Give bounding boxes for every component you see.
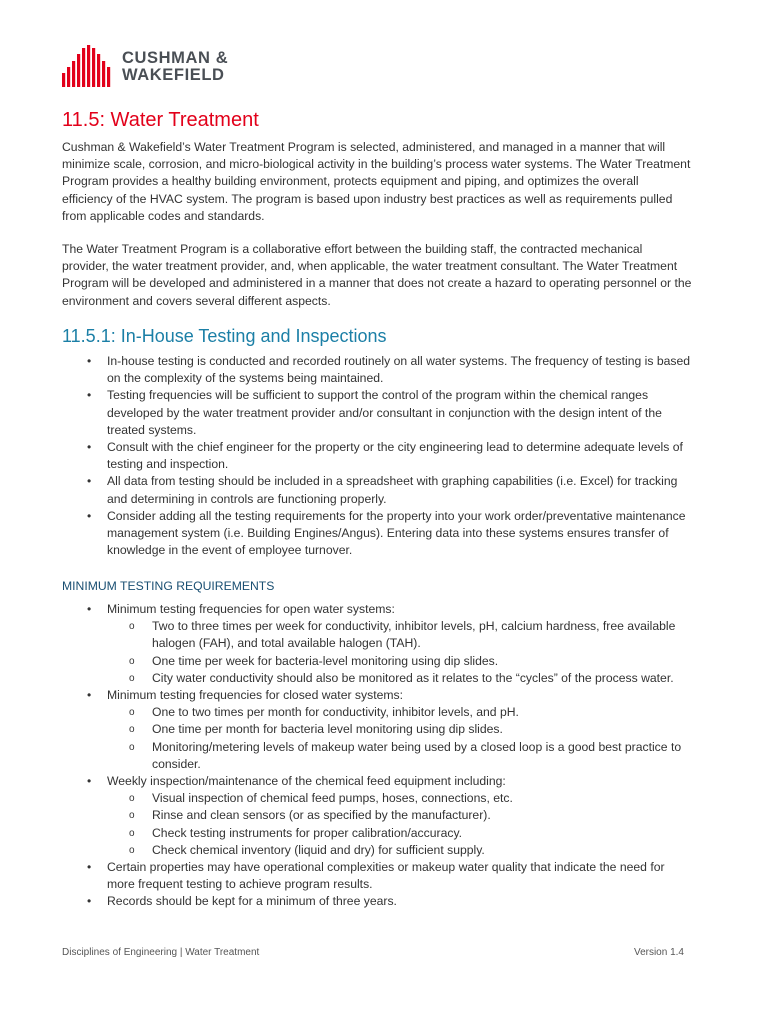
list-item-text: Minimum testing frequencies for open water systems:: [107, 602, 395, 616]
sub-list: [107, 790, 692, 859]
sub-list-item: o Check chemical inventory (liquid and dry) for sufficient supply.: [107, 842, 692, 859]
list-item-text: Minimum testing frequencies for closed water systems:: [107, 688, 403, 703]
sub-list-item: o Two to three times per week for conductivity, inhibitor levels, pH, calcium hardness, free available halogen (FAH), and total available halogen (TAH).: [107, 618, 692, 652]
intro-paragraph-1: Cushman & Wakefield’s Water Treatment Program is selected, administered, and managed in a manner that will minimize scale, corrosion, and micro-biological activity in the building’s process water systems. The Water Treatment Program provides a healthy building environment, protects equipment and piping, and optimizes the overall efficiency of the HVAC system. The program is based upon industry best practices as well as requirements pulled from applicable codes and standards.: [62, 140, 691, 223]
sub-list-item: o One time per month for bacteria level monitoring using dip slides.: [107, 721, 692, 738]
list-item: [62, 773, 692, 859]
subsection-title: 11.5.1: In-House Testing and Inspections: [62, 326, 387, 346]
list-item: • Consult with the chief engineer for the property or the city engineering lead to determine adequate levels of testing and inspection.: [62, 439, 692, 473]
logo-bars-icon: [62, 45, 112, 87]
sub-list-item: o One to two times per month for conductivity, inhibitor levels, and pH.: [107, 704, 692, 721]
list-item: • Testing frequencies will be sufficient to support the control of the program within the chemical ranges developed by the water treatment provider and/or consultant in conjunction with the design intent of the treated systems.: [62, 387, 692, 439]
inhouse-testing-list: [62, 353, 692, 559]
list-item: • Consider adding all the testing requirements for the property into your work order/preventative maintenance management system (i.e. Building Engines/Angus). Entering data into these systems ensures transfer of knowledge in the event of employee turnover.: [62, 508, 692, 560]
logo-line-2: WAKEFIELD: [122, 65, 225, 84]
list-item: • All data from testing should be included in a spreadsheet with graphing capabilities (i.e. Excel) for tracking and determining in controls are functioning properly.: [62, 473, 692, 507]
sub-list: [107, 704, 692, 773]
list-item: • Records should be kept for a minimum of three years.: [62, 893, 692, 910]
sub-list-item: o Visual inspection of chemical feed pumps, hoses, connections, etc.: [107, 790, 692, 807]
list-item-text: Weekly inspection/maintenance of the chemical feed equipment including:: [107, 774, 506, 789]
logo-wordmark: [122, 50, 228, 83]
cushman-wakefield-logo: [62, 45, 229, 87]
sub-list-item: o City water conductivity should also be monitored as it relates to the “cycles” of the process water.: [107, 670, 692, 687]
list-item: • In-house testing is conducted and recorded routinely on all water systems. The frequency of testing is based on the complexity of the systems being maintained.: [62, 353, 692, 387]
sub-list-item: o Rinse and clean sensors (or as specified by the manufacturer).: [107, 807, 692, 824]
intro-paragraph-2: The Water Treatment Program is a collaborative effort between the building staff, the contracted mechanical provider, the water treatment provider, and, when applicable, the water treatment consultant. The Water Treatment Program will be developed and administered in a manner that does not create a hazard to operating personnel or the environment and covers several different aspects.: [62, 242, 692, 308]
sub-list-item: o Monitoring/metering levels of makeup water being used by a closed loop is a good best practice to consider.: [107, 739, 692, 773]
list-item: • Certain properties may have operational complexities or makeup water quality that indicate the need for more frequent testing to achieve program results.: [62, 859, 692, 893]
logo-line-1: CUSHMAN &: [122, 49, 229, 67]
section-title: 11.5: Water Treatment: [62, 109, 259, 131]
minimum-testing-list: [62, 601, 692, 911]
sub-list-item: o Check testing instruments for proper calibration/accuracy.: [107, 825, 692, 842]
sub-list: [107, 618, 692, 687]
list-item: [62, 687, 692, 773]
sub-list-item: o One time per week for bacteria-level monitoring using dip slides.: [107, 653, 692, 670]
footer-version: Version 1.4: [633, 947, 684, 958]
list-item: [62, 601, 692, 687]
footer-document-title: Disciplines of Engineering | Water Treatment: [62, 947, 260, 958]
minimum-testing-heading: MINIMUM TESTING REQUIREMENTS: [62, 579, 275, 593]
